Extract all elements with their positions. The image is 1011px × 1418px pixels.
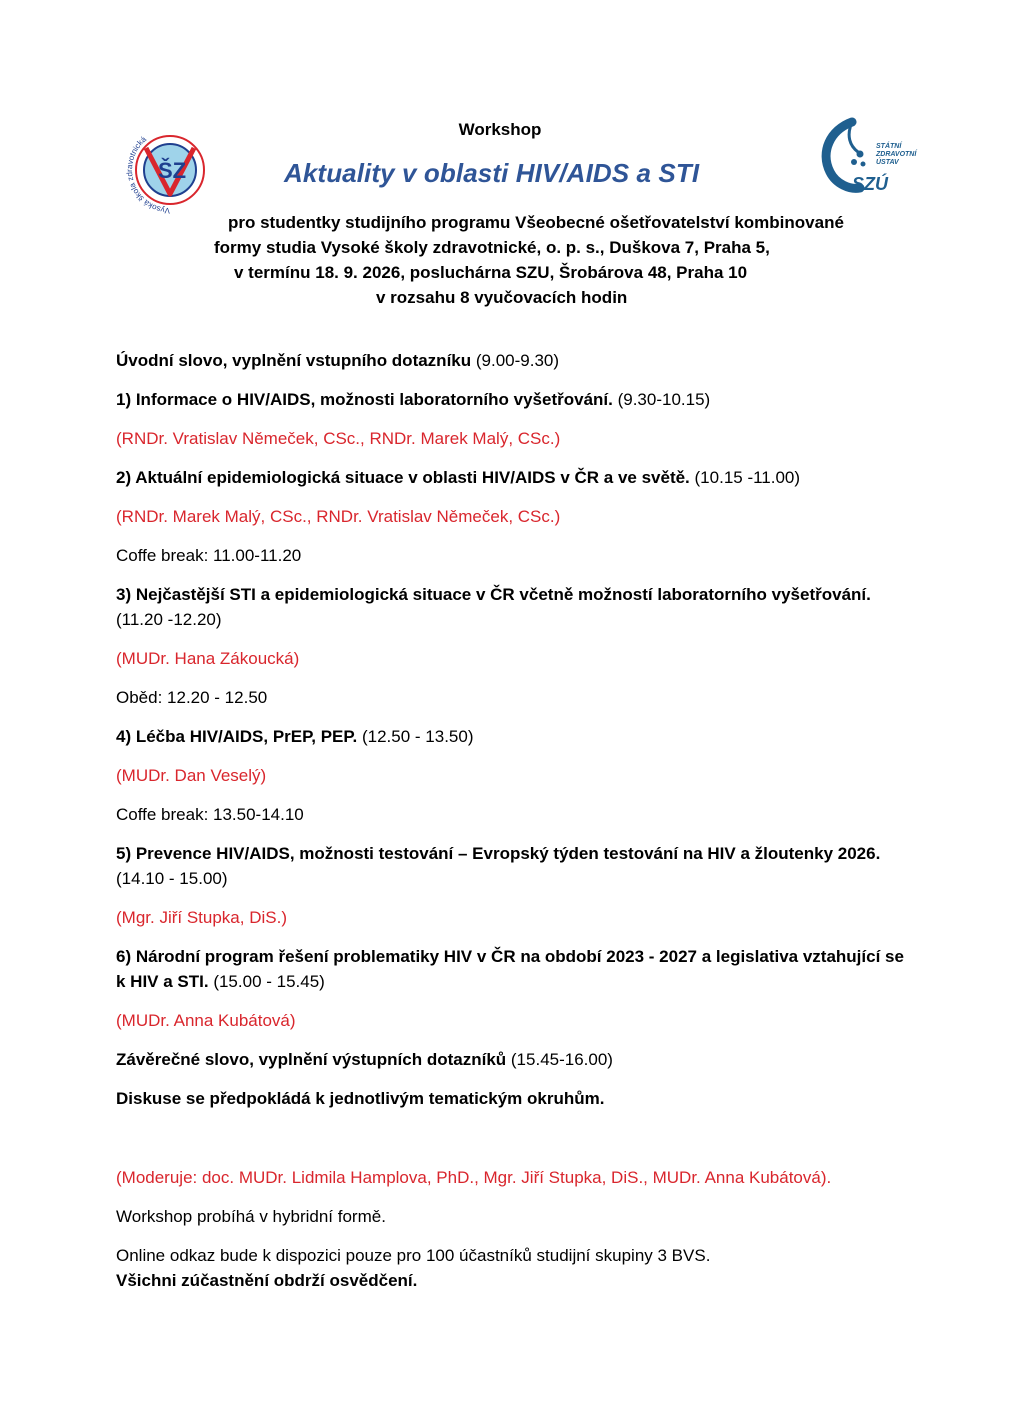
agenda-item-title: 4) Léčba HIV/AIDS, PrEP, PEP. bbox=[116, 727, 358, 746]
agenda-discussion-note: Diskuse se předpokládá k jednotlivým tematickým okruhům. bbox=[116, 1089, 605, 1108]
agenda-lunch: Oběd: 12.20 - 12.50 bbox=[116, 688, 268, 707]
agenda-item-title: 3) Nejčastější STI a epidemiologická situace v ČR včetně možností laboratorního vyšetřování. bbox=[116, 585, 871, 604]
page-title: Aktuality v oblasti HIV/AIDS a STI bbox=[284, 158, 700, 188]
hybrid-note: Workshop probíhá v hybridní formě. bbox=[116, 1207, 386, 1226]
agenda-speakers: (MUDr. Anna Kubátová) bbox=[116, 1011, 296, 1030]
agenda-item-time: (9.30-10.15) bbox=[612, 390, 711, 409]
moderators: (Moderuje: doc. MUDr. Lidmila Hamplova, PhD., Mgr. Jiří Stupka, DiS., MUDr. Anna Kubátová). bbox=[116, 1168, 832, 1187]
agenda-item-4 bbox=[116, 724, 906, 749]
online-note: Online odkaz bude k dispozici pouze pro 100 účastníků studijní skupiny 3 BVS. bbox=[116, 1246, 711, 1265]
details-line-4: v rozsahu 8 vyučovacích hodin bbox=[376, 288, 628, 307]
agenda-item-time: (10.15 -11.00) bbox=[689, 468, 801, 487]
agenda-item-1 bbox=[116, 387, 906, 412]
agenda-item-time: (15.45-16.00) bbox=[506, 1050, 613, 1069]
details-line-1: pro studentky studijního programu Všeobecné ošetřovatelství kombinované bbox=[228, 213, 844, 232]
agenda-item-title: 2) Aktuální epidemiologická situace v oblasti HIV/AIDS v ČR a ve světě. bbox=[116, 468, 690, 487]
agenda-item-time: (14.10 - 15.00) bbox=[116, 869, 228, 888]
szu-line-3: ÚSTAV bbox=[876, 159, 899, 166]
agenda-item-2 bbox=[116, 465, 906, 490]
agenda-item-time: (9.00-9.30) bbox=[471, 351, 560, 370]
vsz-ring-text: Vysoká škola zdravotnická bbox=[125, 134, 171, 216]
szu-line-1: STÁTNÍ bbox=[876, 143, 902, 150]
agenda-item-title: 1) Informace o HIV/AIDS, možnosti laboratorního vyšetřování. bbox=[116, 390, 613, 409]
agenda-item-3 bbox=[116, 582, 906, 632]
agenda-speakers: (RNDr. Marek Malý, CSc., RNDr. Vratislav Němeček, CSc.) bbox=[116, 507, 561, 526]
agenda-speakers: (RNDr. Vratislav Němeček, CSc., RNDr. Marek Malý, CSc.) bbox=[116, 429, 561, 448]
details-line-2: formy studia Vysoké školy zdravotnické, o. p. s., Duškova 7, Praha 5, bbox=[214, 238, 770, 257]
agenda-item-6 bbox=[116, 944, 906, 994]
agenda-closing bbox=[116, 1047, 906, 1072]
agenda-item-title: Úvodní slovo, vyplnění vstupního dotazníku bbox=[116, 351, 472, 370]
workshop-label: Workshop bbox=[458, 120, 542, 139]
agenda-break: Coffe break: 11.00-11.20 bbox=[116, 546, 302, 565]
agenda-break: Coffe break: 13.50-14.10 bbox=[116, 805, 304, 824]
agenda-item-5 bbox=[116, 841, 906, 891]
details-line-3: v termínu 18. 9. 2026, posluchárna SZU, Šrobárova 48, Praha 10 bbox=[234, 263, 748, 282]
agenda-item-time: (11.20 -12.20) bbox=[116, 610, 222, 629]
szu-line-2: ZDRAVOTNÍ bbox=[876, 151, 917, 158]
agenda-item-time: (12.50 - 13.50) bbox=[357, 727, 474, 746]
agenda-item-title: 6) Národní program řešení problematiky HIV v ČR na období 2023 - 2027 a legislativa vztahující se k HIV a STI. bbox=[116, 947, 904, 991]
szu-mark: SZÚ bbox=[852, 174, 888, 194]
agenda-item-title: Závěrečné slovo, vyplnění výstupních dotazníků bbox=[116, 1050, 507, 1069]
agenda-item-intro bbox=[116, 348, 906, 373]
agenda-speakers: (MUDr. Hana Zákoucká) bbox=[116, 649, 300, 668]
agenda-item-time: (15.00 - 15.45) bbox=[208, 972, 325, 991]
agenda-speakers: (MUDr. Dan Veselý) bbox=[116, 766, 267, 785]
certificate-note: Všichni zúčastnění obdrží osvědčení. bbox=[116, 1271, 418, 1290]
agenda bbox=[116, 348, 906, 1307]
vsz-center-text: ŠZ bbox=[157, 158, 187, 183]
agenda-speakers: (Mgr. Jiří Stupka, DiS.) bbox=[116, 908, 287, 927]
agenda-item-title: 5) Prevence HIV/AIDS, možnosti testování – Evropský týden testování na HIV a žloutenky 2026. bbox=[116, 844, 881, 863]
